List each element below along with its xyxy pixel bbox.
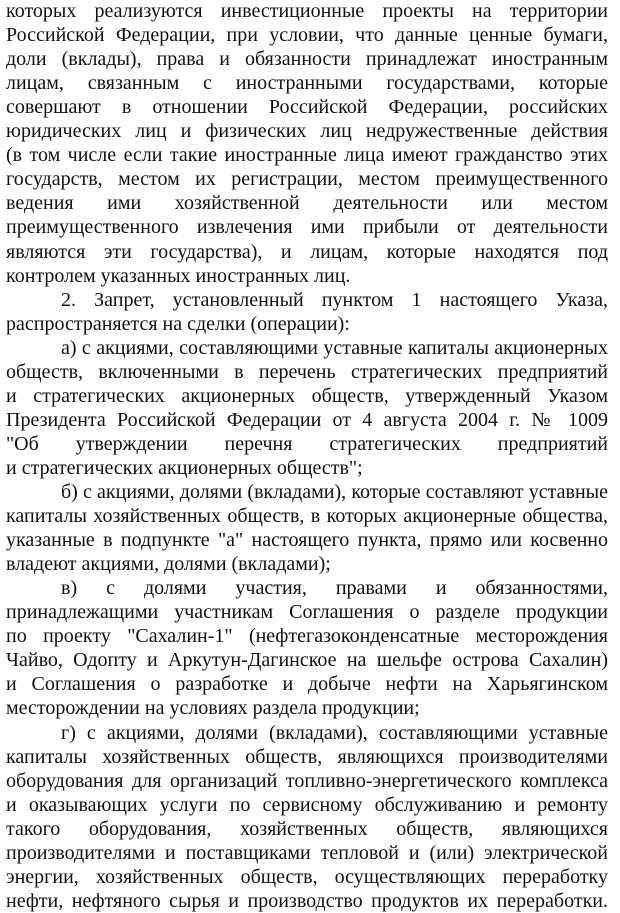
- text-line: совершают в отношении Российской Федерации, российских: [6, 96, 608, 119]
- text-line: Чайво, Одопту и Аркутун-Дагинское на шельфе острова Сахалин): [6, 649, 608, 672]
- text-line: обществ, включенными в перечень стратегических предприятий: [6, 360, 608, 383]
- text-line: которых реализуются инвестиционные проекты на территории: [6, 0, 608, 22]
- text-line: преимущественного извлечения ими прибыли от деятельности: [6, 216, 608, 239]
- text-line: владеют акциями, долями (вкладами);: [6, 553, 331, 576]
- text-line: Российской Федерации, при условии, что данные ценные бумаги,: [6, 24, 608, 47]
- text-line: нефти, нефтяного сырья и производство продуктов их переработки.: [6, 889, 608, 912]
- text-line: доли (вклады), права и обязанности принадлежат иностранным: [6, 48, 608, 71]
- text-line: указанные в подпункте "а" настоящего пункта, прямо или косвенно: [6, 529, 608, 552]
- text-line: г) с акциями, долями (вкладами), составляющими уставные: [61, 721, 608, 744]
- text-line: б) с акциями, долями (вкладами), которые составляют уставные: [61, 481, 608, 503]
- text-line: являются эти государства), и лицам, которые находятся под: [6, 240, 608, 263]
- text-line: такого оборудования, хозяйственных обществ, являющихся: [6, 817, 608, 840]
- text-line: распространяется на сделки (операции):: [6, 312, 350, 335]
- text-line: лицам, связанным с иностранными государствами, которые: [6, 72, 608, 95]
- text-line: "Об утверждении перечня стратегических предприятий: [6, 432, 608, 455]
- text-line: и оказывающих услуги по сервисному обслуживанию и ремонту: [6, 793, 608, 816]
- text-line: капиталы хозяйственных обществ, являющихся производителями: [6, 745, 608, 768]
- text-line: капиталы хозяйственных обществ, в которых акционерные общества,: [6, 505, 608, 528]
- text-line: ведения ими хозяйственной деятельности или местом: [6, 192, 608, 215]
- text-line: и стратегических акционерных обществ";: [6, 456, 363, 479]
- text-line: по проекту "Сахалин-1" (нефтегазоконденсатные месторождения: [6, 625, 608, 648]
- text-line: 2. Запрет, установленный пунктом 1 настоящего Указа,: [61, 288, 608, 311]
- text-line: юридических лиц и физических лиц недружественные действия: [6, 120, 608, 143]
- text-line: а) с акциями, составляющими уставные капиталы акционерных: [61, 336, 608, 359]
- text-line: государств, местом их регистрации, местом преимущественного: [6, 168, 608, 191]
- text-line: оборудования для организаций топливно-энергетического комплекса: [6, 769, 608, 792]
- text-line: энергии, хозяйственных обществ, осуществляющих переработку: [6, 865, 608, 888]
- text-line: месторождении на условиях раздела продукции;: [6, 697, 420, 720]
- text-line: контролем указанных иностранных лиц.: [6, 264, 351, 287]
- text-line: Президента Российской Федерации от 4 августа 2004 г. № 1009: [6, 408, 608, 431]
- text-line: (в том числе если такие иностранные лица имеют гражданство этих: [6, 144, 608, 167]
- text-line: принадлежащими участникам Соглашения о разделе продукции: [6, 601, 608, 624]
- text-line: производителями и поставщиками тепловой и (или) электрической: [6, 841, 608, 864]
- text-line: в) с долями участия, правами и обязанностями,: [61, 577, 608, 600]
- text-line: и Соглашения о разработке и добыче нефти на Харьягинском: [6, 673, 608, 696]
- text-line: и стратегических акционерных обществ, утвержденный Указом: [6, 384, 608, 407]
